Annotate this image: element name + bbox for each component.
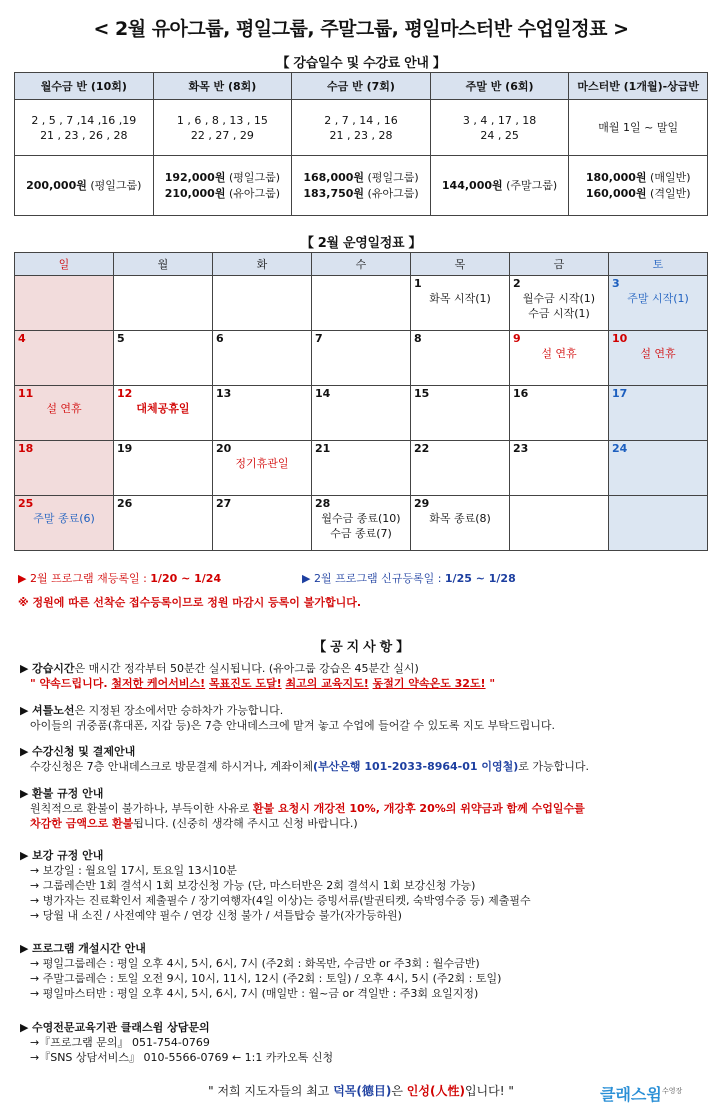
weekday-header: 목 [411,253,510,276]
fee-header-2: 수금 반 (7회) [292,73,431,100]
calendar-day [213,496,312,551]
fee-header-0: 월수금 반 (10회) [15,73,154,100]
schedule-line: 3 , 4 , 17 , 18 [462,113,537,127]
day-event: 설 연휴 [640,347,676,360]
new-registration-dates: 1/25 ~ 1/28 [444,572,516,585]
day-number: 28 [315,497,331,510]
classwim-logo [600,1076,710,1104]
slogan-open: " 약속드립니다. [30,677,112,690]
schedule-line: 2 , 7 , 14 , 16 [324,113,398,127]
notice-line: →『프로그램 문의』 051-754-0769 [30,1036,210,1049]
notice-class-time [20,661,710,691]
day-number: 10 [612,332,628,345]
price-line [292,170,430,186]
price-group: (주말그룹) [502,178,558,192]
calendar-day [510,276,609,331]
fee-table [14,72,708,216]
notice-head: 강습시간 [31,662,75,675]
notice-head: 수영전문교육기관 클래스윔 상담문의 [31,1021,210,1034]
price-amount: 210,000원 [164,186,226,200]
calendar-day [15,386,114,441]
calendar-day [114,441,213,496]
calendar-day [312,276,411,331]
refund-terms: 차감한 금액으로 환불 [30,817,134,830]
notice-line: → 병가자는 진료확인서 제출필수 / 장기여행자(4일 이상)는 증빙서류(발권티켓, 숙박영수증 등) 제출필수 [30,894,531,907]
calendar-day [15,441,114,496]
day-event: 수금 시작(1) [528,307,590,320]
weekday-header: 금 [510,253,609,276]
re-registration-label: ▶ 2월 프로그램 재등록일 : [18,572,151,585]
price-amount: 183,750원 [303,186,365,200]
calendar-section-title: 【 2월 운영일정표 】 [300,236,422,251]
calendar-day [609,496,708,551]
schedule-line: 24 , 25 [480,128,519,142]
calendar-day [213,441,312,496]
weekday-header: 화 [213,253,312,276]
day-number: 14 [315,387,331,400]
bullet-icon: ▶ [20,787,32,800]
fee-price-cell [15,156,154,216]
logo-sub: 수영장 [662,1087,683,1095]
schedule-line: 1 , 6 , 8 , 13 , 15 [176,113,268,127]
fee-schedule-cell [153,100,292,156]
day-number: 13 [216,387,232,400]
calendar-day [510,496,609,551]
day-number: 20 [216,442,232,455]
fee-header-1: 화목 반 (8회) [153,73,292,100]
price-group: (평일그룹) [86,178,142,192]
bullet-icon: ▶ [20,662,32,675]
schedule-line: 2 , 5 , 7 ,14 ,16 ,19 [31,113,137,127]
calendar-week [15,276,708,331]
notice-shuttle [20,703,710,733]
notice-makeup [20,848,710,923]
schedule-line: 21 , 23 , 26 , 28 [40,128,128,142]
notice-head: 셔틀노선 [31,704,75,717]
day-number: 7 [315,332,323,345]
calendar-day [114,331,213,386]
day-number: 19 [117,442,133,455]
day-event: 설 연휴 [541,347,577,360]
notice-text: 로 가능합니다. [518,760,590,773]
notice-line: → 그룹레슨반 1회 결석시 1회 보강신청 가능 (단, 마스터반은 2회 결석시 1회 보강신청 가능) [30,879,476,892]
registration-warning: ※ 정원에 따른 선착순 접수등록이므로 정원 마감시 등록이 불가합니다. [18,596,362,609]
calendar-week [15,496,708,551]
slogan-item: 철저한 케어서비스! [111,677,206,690]
schedule-line: 21 , 23 , 28 [329,128,393,142]
weekday-header: 수 [312,253,411,276]
weekday-header: 일 [15,253,114,276]
notice-text: 은 매시간 정각부터 50분간 실시됩니다. (유아그룹 강습은 45분간 실시) [74,662,419,675]
calendar-day [411,496,510,551]
day-number: 15 [414,387,430,400]
calendar-day [213,386,312,441]
fee-price-cell [430,156,569,216]
price-amount: 160,000원 [585,186,647,200]
notice-text: 원칙적으로 환불이 불가하나, 부득이한 사유로 [30,802,253,815]
fee-header-4: 마스터반 (1개월)-상급반 [569,73,708,100]
day-event: 화목 종료(8) [429,512,491,525]
price-group: (유아그룹) [225,186,281,200]
calendar-day [15,496,114,551]
calendar-week [15,386,708,441]
notice-head: 수강신청 및 결제안내 [31,745,136,758]
calendar-day [411,276,510,331]
calendar-day [609,441,708,496]
price-amount: 200,000원 [26,178,87,192]
fee-price-cell [569,156,708,216]
fee-price-cell [292,156,431,216]
calendar-day [114,386,213,441]
slogan-close: " [485,677,496,690]
notice-payment [20,744,710,774]
notice-title: 【 공 지 사 항 】 [313,640,409,655]
day-number: 22 [414,442,430,455]
day-number: 9 [513,332,521,345]
calendar-day [312,496,411,551]
notice-head: 환불 규정 안내 [31,787,104,800]
day-number: 26 [117,497,133,510]
calendar-day [609,331,708,386]
bullet-icon: ▶ [20,1021,32,1034]
day-number: 17 [612,387,628,400]
notice-text: 됩니다. (신중히 생각해 주시고 신청 바랍니다.) [133,817,358,830]
price-amount: 144,000원 [441,178,503,192]
day-number: 2 [513,277,521,290]
day-number: 8 [414,332,422,345]
day-event: 월수금 시작(1) [522,292,596,305]
slogan-item: 목표진도 도달! [209,677,282,690]
day-number: 18 [18,442,34,455]
price-group: (평일그룹) [364,170,419,184]
day-number: 1 [414,277,422,290]
calendar-day [213,331,312,386]
price-amount: 192,000원 [164,170,226,184]
fee-price-cell [153,156,292,216]
footer-text: 입니다! " [464,1084,514,1098]
calendar-day [114,496,213,551]
notice-line: → 보강일 : 월요일 17시, 토요일 13시10분 [30,864,237,877]
day-event: 화목 시작(1) [429,292,491,305]
notice-line: → 당월 내 소진 / 사전예약 필수 / 연강 신청 불가 / 셔틀탑승 불가(자가등하원) [30,909,402,922]
day-number: 4 [18,332,26,345]
bullet-icon: ▶ [20,849,32,862]
price-line [154,186,292,202]
fee-section-title: 【 강습일수 및 수강료 안내 】 [276,56,446,71]
calendar-day [510,441,609,496]
day-number: 11 [18,387,34,400]
day-number: 12 [117,387,133,400]
price-amount: 168,000원 [303,170,365,184]
notice-head: 보강 규정 안내 [31,849,104,862]
price-line [569,170,707,186]
calendar-day [15,331,114,386]
refund-terms: 환불 요청시 개강전 10%, 개강후 20%의 위약금과 함께 수업일수를 [252,802,585,815]
bullet-icon: ▶ [20,942,32,955]
schedule-line: 22 , 27 , 29 [190,128,254,142]
new-registration-label: ▶ 2월 프로그램 신규등록일 : [302,572,445,585]
schedule-line: 매월 1일 ~ 말일 [598,121,679,134]
notice-text: 은 지정된 장소에서만 승하차가 가능합니다. [74,704,284,717]
day-event: 주말 시작(1) [627,292,689,305]
footer-character: 인성(人性) [406,1084,465,1098]
re-registration-dates: 1/20 ~ 1/24 [150,572,222,585]
day-number: 25 [18,497,34,510]
day-number: 3 [612,277,620,290]
new-registration-line [302,570,516,586]
bank-account: (부산은행 101-2033-8964-01 이영철) [313,760,519,773]
price-line [569,186,707,202]
calendar-day [609,276,708,331]
price-line [431,178,569,194]
footer-virtue: 덕목(德目) [333,1084,392,1098]
calendar-week [15,331,708,386]
calendar-table [14,252,708,551]
weekday-header: 토 [609,253,708,276]
day-event: 설 연휴 [46,402,82,415]
calendar-day [411,441,510,496]
fee-schedule-cell [15,100,154,156]
price-group: (매일반) [646,170,691,184]
calendar-day [213,276,312,331]
calendar-day [312,386,411,441]
price-line [292,186,430,202]
day-number: 24 [612,442,628,455]
price-group: (유아그룹) [364,186,419,200]
notice-line: → 평일그룹레슨 : 평일 오후 4시, 5시, 6시, 7시 (주2회 : 화목반, 수금반 or 주3회 : 월수금반) [30,957,480,970]
page-title: < 2월 유아그룹, 평일그룹, 주말그룹, 평일마스터반 수업일정표 > [93,18,629,40]
fee-header-3: 주말 반 (6회) [430,73,569,100]
day-event: 수금 종료(7) [330,527,392,540]
logo-name: 클래스윔 [600,1085,662,1104]
bullet-icon: ▶ [20,745,32,758]
price-group: (평일그룹) [225,170,281,184]
fee-schedule-cell [292,100,431,156]
price-amount: 180,000원 [585,170,647,184]
calendar-day [510,386,609,441]
fee-schedule-cell [569,100,708,156]
price-line [15,178,153,194]
calendar-day [609,386,708,441]
calendar-day [411,386,510,441]
calendar-day [312,441,411,496]
calendar-day [114,276,213,331]
day-event: 월수금 종료(10) [321,512,401,525]
day-event: 대체공휴일 [136,402,190,415]
notice-line: → 주말그룹레슨 : 토일 오전 9시, 10시, 11시, 12시 (주2회 : 토일) / 오후 4시, 5시 (주2회 : 토일) [30,972,502,985]
weekday-header: 월 [114,253,213,276]
day-number: 29 [414,497,430,510]
notice-refund [20,786,710,831]
notice-head: 프로그램 개설시간 안내 [31,942,146,955]
day-event: 주말 종료(6) [33,512,95,525]
day-number: 5 [117,332,125,345]
day-event: 정기휴관일 [235,457,289,470]
day-number: 21 [315,442,331,455]
footer-text: " 저희 지도자들의 최고 [208,1084,334,1098]
slogan-item: 동절기 약속온도 32도! [372,677,486,690]
price-line [154,170,292,186]
calendar-day [510,331,609,386]
notice-text: 수강신청은 7층 안내데스크로 방문결제 하시거나, 계좌이체 [30,760,313,773]
fee-schedule-cell [430,100,569,156]
slogan-item: 최고의 교육지도! [285,677,369,690]
day-number: 6 [216,332,224,345]
notice-text: 아이들의 귀중품(휴대폰, 지갑 등)은 7층 안내데스크에 맡겨 놓고 수업에 들어갈 수 있도록 지도 부탁드립니다. [30,719,555,732]
notice-programs [20,941,710,1001]
day-number: 23 [513,442,529,455]
calendar-day [15,276,114,331]
price-group: (격일반) [646,186,691,200]
notice-line: → 평일마스터반 : 평일 오후 4시, 5시, 6시, 7시 (매일반 : 월~금 or 격일반 : 주3회 요일지정) [30,987,479,1000]
bullet-icon: ▶ [20,704,32,717]
notice-contact [20,1020,710,1065]
notice-line: →『SNS 상담서비스』 010-5566-0769 ← 1:1 카카오톡 신청 [30,1051,334,1064]
re-registration-line [18,570,221,586]
calendar-day [411,331,510,386]
calendar-week [15,441,708,496]
footer-text: 은 [391,1084,407,1098]
calendar-day [312,331,411,386]
day-number: 16 [513,387,529,400]
day-number: 27 [216,497,232,510]
